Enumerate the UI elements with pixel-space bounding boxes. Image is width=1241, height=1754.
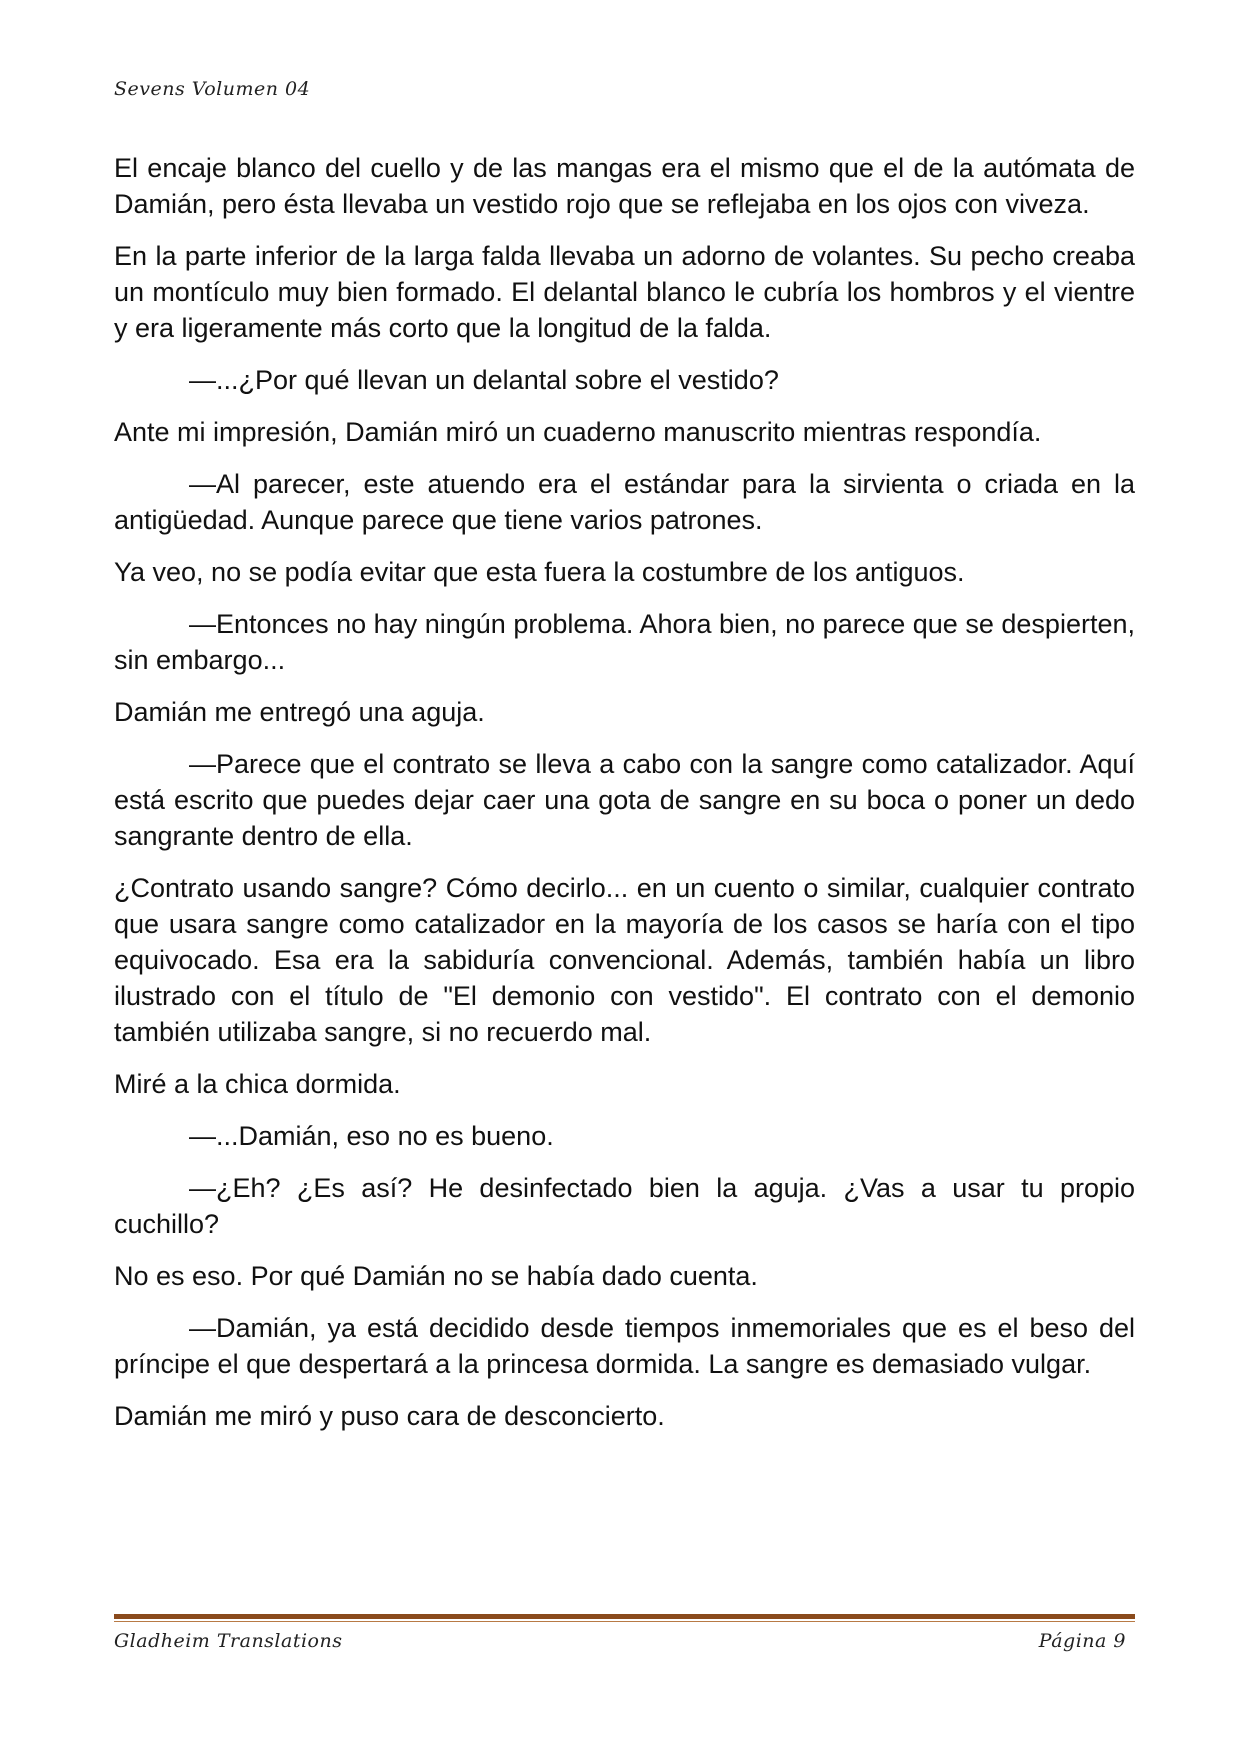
footer-translator-credit: Gladheim Translations xyxy=(114,1630,343,1652)
dialogue-paragraph: —Al parecer, este atuendo era el estándar para la sirvienta o criada en la antigüedad. Aunque parece que tiene varios patrones. xyxy=(114,469,1135,535)
footer-page-number: Página 9 xyxy=(1038,1630,1126,1652)
dialogue-paragraph: —¿Eh? ¿Es así? He desinfectado bien la aguja. ¿Vas a usar tu propio cuchillo? xyxy=(114,1173,1135,1239)
paragraph: No es eso. Por qué Damián no se había dado cuenta. xyxy=(114,1261,758,1291)
dialogue-paragraph: —Damián, ya está decidido desde tiempos inmemoriales que es el beso del príncipe el que despertará a la princesa dormida. La sangre es demasiado vulgar. xyxy=(114,1313,1135,1379)
paragraph: Damián me miró y puso cara de desconcierto. xyxy=(114,1401,665,1431)
document-body xyxy=(114,150,1135,1450)
paragraph: Damián me entregó una aguja. xyxy=(114,697,485,727)
dialogue-paragraph: —Entonces no hay ningún problema. Ahora bien, no parece que se despierten, sin embargo... xyxy=(114,609,1135,675)
footer-divider-thick xyxy=(114,1614,1135,1619)
paragraph: Ya veo, no se podía evitar que esta fuera la costumbre de los antiguos. xyxy=(114,557,965,587)
footer-divider xyxy=(114,1614,1135,1624)
paragraph: Ante mi impresión, Damián miró un cuaderno manuscrito mientras respondía. xyxy=(114,417,1042,447)
paragraph: El encaje blanco del cuello y de las mangas era el mismo que el de la autómata de Damián, pero ésta llevaba un vestido rojo que se reflejaba en los ojos con viveza. xyxy=(114,153,1135,219)
dialogue-paragraph: —Parece que el contrato se lleva a cabo con la sangre como catalizador. Aquí está escrito que puedes dejar caer una gota de sangre en su boca o poner un dedo sangrante dentro de ella. xyxy=(114,749,1135,851)
paragraph: Miré a la chica dormida. xyxy=(114,1069,401,1099)
paragraph: En la parte inferior de la larga falda llevaba un adorno de volantes. Su pecho creaba un montículo muy bien formado. El delantal blanco le cubría los hombros y el vientre y era ligeramente más corto que la longitud de la falda. xyxy=(114,241,1135,343)
footer-divider-thin xyxy=(114,1621,1135,1622)
dialogue-paragraph: —...Damián, eso no es bueno. xyxy=(189,1121,554,1151)
paragraph: ¿Contrato usando sangre? Cómo decirlo... en un cuento o similar, cualquier contrato que usara sangre como catalizador en la mayoría de los casos se haría con el tipo equivocado. Esa era la sabiduría convencional. Además, también había un libro ilustrado con el título de "El demonio con vestido". El contrato con el demonio también utilizaba sangre, si no recuerdo mal. xyxy=(114,873,1135,1047)
dialogue-paragraph: —...¿Por qué llevan un delantal sobre el vestido? xyxy=(189,365,779,395)
page-header-title: Sevens Volumen 04 xyxy=(114,78,311,100)
